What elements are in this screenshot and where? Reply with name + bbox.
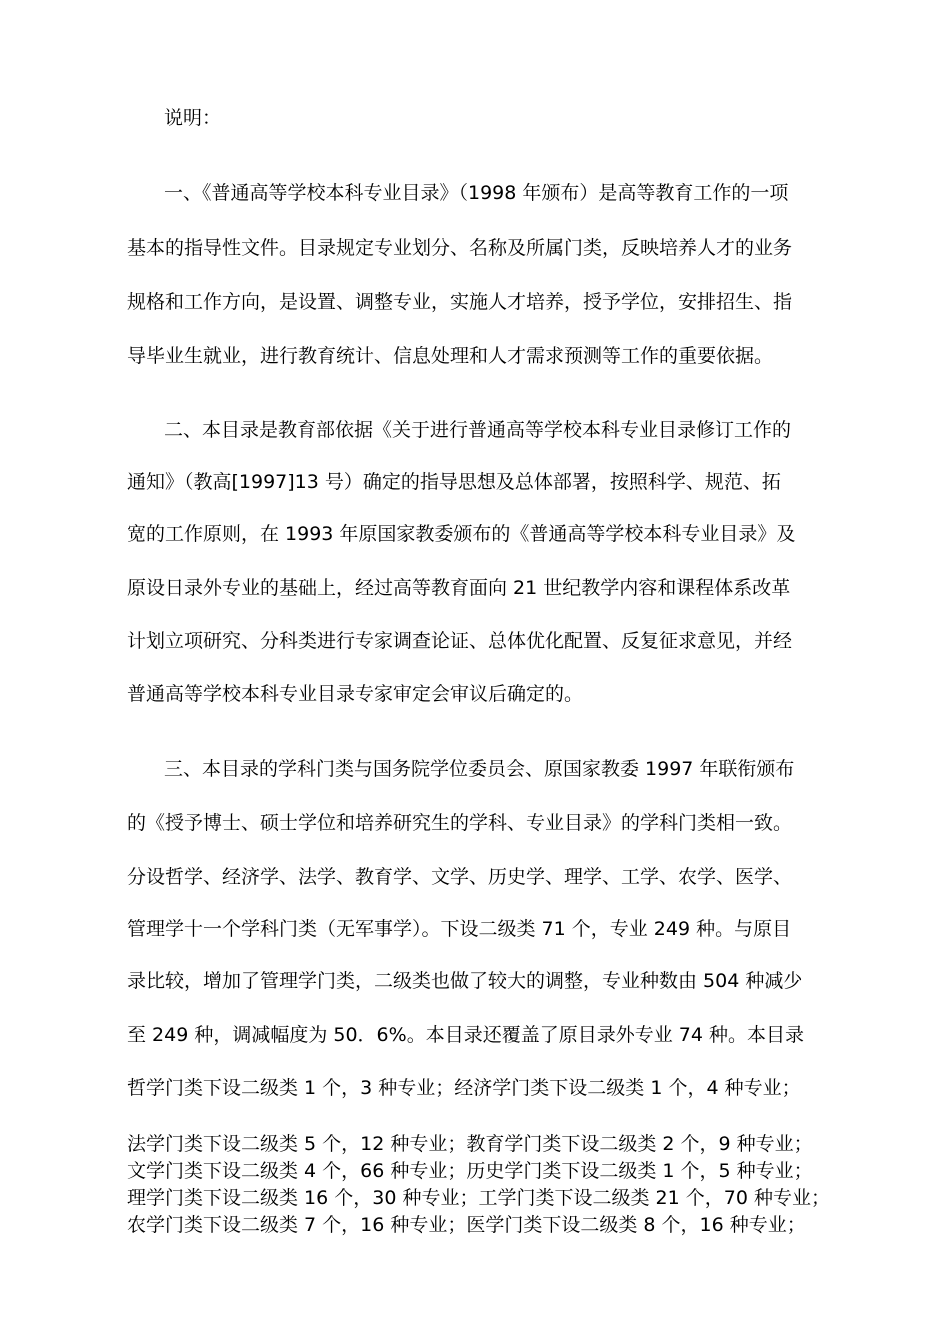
heading: 说明： [164,107,222,129]
paragraph-line: 一、《普通高等学校本科专业目录》（1998 年颁布）是高等教育工作的一项 [164,182,789,204]
paragraph-line: 分设哲学、经济学、法学、教育学、文学、历史学、理学、工学、农学、医学、 [127,866,793,888]
paragraph-line: 计划立项研究、分科类进行专家调查论证、总体优化配置、反复征求意见，并经 [127,630,793,652]
category-line: 理学门类下设二级类 16 个，30 种专业；工学门类下设二级类 21 个，70 种专业； [127,1187,830,1209]
paragraph-line: 管理学十一个学科门类（无军事学）。下设二级类 71 个，专业 249 种。与原目 [127,918,792,940]
category-line: 农学门类下设二级类 7 个，16 种专业；医学门类下设二级类 8 个，16 种专业； [127,1214,806,1236]
paragraph-line: 三、本目录的学科门类与国务院学位委员会、原国家教委 1997 年联衔颁布 [164,758,795,780]
paragraph-line: 的《授予博士、硕士学位和培养研究生的学科、专业目录》的学科门类相一致。 [127,812,793,834]
paragraph-line: 导毕业生就业，进行教育统计、信息处理和人才需求预测等工作的重要依据。 [127,345,774,367]
paragraph-line: 宽的工作原则，在 1993 年原国家教委颁布的《普通高等学校本科专业目录》及 [127,523,796,545]
paragraph-line: 普通高等学校本科专业目录专家审定会审议后确定的。 [127,683,584,705]
paragraph-line: 二、本目录是教育部依据《关于进行普通高等学校本科专业目录修订工作的 [164,419,792,441]
paragraph-line: 至 249 种，调减幅度为 50．6%。本目录还覆盖了原目录外专业 74 种。本目录 [127,1024,804,1046]
paragraph-line: 通知》（教高[1997]13 号）确定的指导思想及总体部署，按照科学、规范、拓 [127,471,781,493]
paragraph-line: 录比较，增加了管理学门类，二级类也做了较大的调整，专业种数由 504 种减少 [127,970,803,992]
paragraph-line: 原设日录外专业的基础上，经过高等教育面向 21 世纪教学内容和课程体系改革 [127,577,791,599]
category-line: 文学门类下设二级类 4 个，66 种专业；历史学门类下设二级类 1 个，5 种专业； [127,1160,813,1182]
paragraph-line: 规格和工作方向，是设置、调整专业，实施人才培养，授予学位，安排招生、指 [127,291,793,313]
category-line: 法学门类下设二级类 5 个，12 种专业；教育学门类下设二级类 2 个，9 种专业； [127,1133,813,1155]
paragraph-line: 哲学门类下设二级类 1 个，3 种专业；经济学门类下设二级类 1 个，4 种专业； [127,1077,801,1099]
paragraph-line: 基本的指导性文件。目录规定专业划分、名称及所属门类，反映培养人才的业务 [127,237,793,259]
